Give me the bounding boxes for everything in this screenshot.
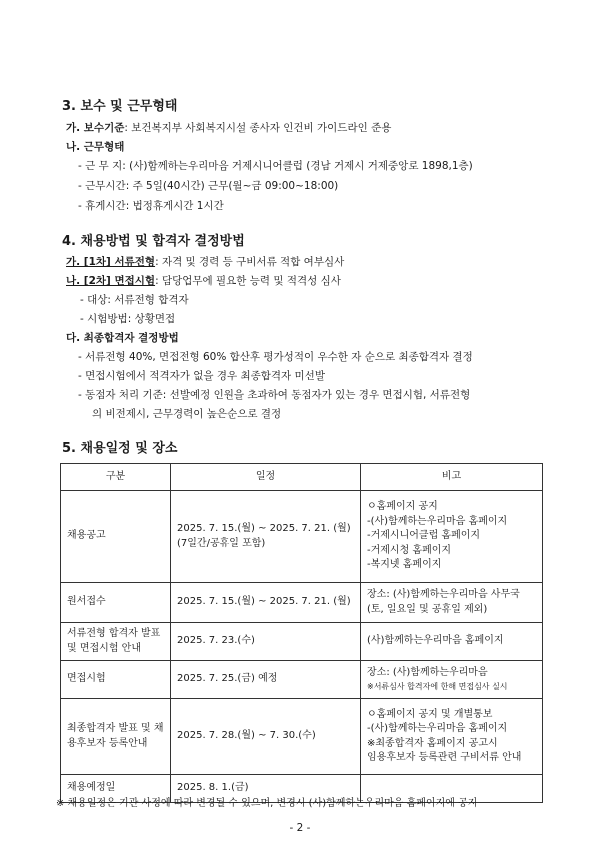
table-row — [61, 661, 543, 699]
row-schedule — [171, 661, 361, 699]
note-line: (토, 일요일 및 공휴일 제외) — [367, 603, 488, 615]
row-category: 채용공고 — [61, 491, 171, 583]
section3-item: - 근 무 지: (사)함께하는우리마음 거제시니어클럽 (경남 거제시 거제중앙로 1898,1층) — [78, 160, 473, 172]
section4-b-item: - 대상: 서류전형 합격자 — [80, 294, 189, 306]
table-header-row — [61, 464, 543, 491]
row-schedule — [171, 583, 361, 623]
schedule-line: 2025. 7. 15.(월) ~ 2025. 7. 21. (월) — [177, 523, 351, 534]
section4-b-label: 나. [2차] 면접시험 — [66, 275, 156, 287]
row-category: 채용예정일 — [61, 775, 171, 803]
note-line: -거제시니어클럽 홈페이지 — [367, 530, 481, 542]
section4-c-item: - 동점자 처리 기준: 선발예정 인원을 초과하여 동점자가 있는 경우 면접시험, 서류전형 — [78, 389, 471, 401]
note-line: -(사)함께하는우리마음 홈페이지 — [367, 723, 508, 734]
row-note — [361, 699, 543, 775]
note-line: ※최종합격자 홈페이지 공고시 — [367, 737, 498, 749]
note-line: -복지넷 홈페이지 — [367, 559, 442, 571]
page-number: - 2 - — [289, 822, 311, 834]
schedule-line: 2025. 7. 28.(월) ~ 7. 30.(수) — [177, 730, 316, 742]
section4-b-item: - 시험방법: 상황면접 — [80, 313, 176, 325]
schedule-table — [60, 463, 543, 803]
section3-a-label: 가. 보수기준 — [66, 122, 125, 134]
table-row — [61, 699, 543, 775]
table-row — [61, 623, 543, 661]
row-note — [361, 661, 543, 699]
row-note — [361, 583, 543, 623]
row-category: 면접시험 — [61, 661, 171, 699]
section3-title: 3. 보수 및 근무형태 — [62, 99, 178, 114]
section3-item: - 휴게시간: 법정휴게시간 1시간 — [78, 200, 224, 212]
section4-c-item: - 면접시험에서 적격자가 없을 경우 최종합격자 미선발 — [78, 370, 325, 382]
note-line: (사)함께하는우리마음 홈페이지 — [367, 635, 504, 647]
note-line: -(사)함께하는우리마음 홈페이지 — [367, 515, 508, 527]
row-category: 서류전형 합격자 발표 및 면접시험 안내 — [61, 623, 171, 661]
section4-a-text: : 자격 및 경력 등 구비서류 적합 여부심사 — [155, 256, 345, 268]
note-line: -거제시청 홈페이지 — [367, 544, 452, 556]
row-category: 최종합격자 발표 및 채용후보자 등록안내 — [61, 699, 171, 775]
row-schedule — [171, 491, 361, 583]
header-category: 구분 — [61, 464, 171, 491]
section3-b-label: 나. 근무형태 — [66, 141, 125, 153]
schedule-footnote: ※ 채용일정은 기관 사정에 따라 변경될 수 있으며, 변경시 (사)함께하는우리마음 홈페이지에 공지 — [56, 798, 478, 809]
table-row — [61, 491, 543, 583]
row-note — [361, 491, 543, 583]
schedule-line: 2025. 7. 15.(월) ~ 2025. 7. 21. (월) — [177, 596, 351, 608]
section4-b-text: : 담당업무에 필요한 능력 및 적격성 심사 — [155, 275, 341, 287]
section4-title: 4. 채용방법 및 합격자 결정방법 — [62, 234, 245, 249]
section4-c-item: - 서류전형 40%, 면접전형 60% 합산후 평가성적이 우수한 자 순으로 최종합격자 결정 — [78, 351, 473, 363]
table-row — [61, 583, 543, 623]
note-line: 장소: (사)함께하는우리마음 사무국 — [367, 589, 520, 600]
note-line: 장소: (사)함께하는우리마음 — [367, 667, 488, 679]
section3-a — [66, 120, 391, 135]
schedule-line: 2025. 7. 25.(금) 예정 — [177, 673, 278, 685]
header-note: 비고 — [361, 464, 543, 491]
section4-c-item-cont: 의 비전제시, 근무경력이 높은순으로 결정 — [92, 408, 282, 420]
row-schedule — [171, 623, 361, 661]
section3-item: - 근무시간: 주 5일(40시간) 근무(월~금 09:00~18:00) — [78, 180, 339, 192]
note-small-line: ※서류심사 합격자에 한해 면접심사 실시 — [367, 681, 508, 691]
row-schedule — [171, 699, 361, 775]
section4-c-label: 다. 최종합격자 결정방법 — [66, 332, 179, 344]
section4-b — [66, 273, 341, 288]
section4-a-label: 가. [1차] 서류전형 — [66, 256, 156, 268]
schedule-line: (7일간/공휴일 포함) — [177, 537, 266, 549]
note-line: ㅇ홈페이지 공지 — [367, 501, 438, 513]
note-line: ㅇ홈페이지 공지 및 개별통보 — [367, 708, 493, 720]
note-line: 임용후보자 등록관련 구비서류 안내 — [367, 752, 522, 763]
schedule-line: 2025. 7. 23.(수) — [177, 635, 255, 647]
row-note — [361, 623, 543, 661]
schedule-line: 2025. 8. 1.(금) — [177, 782, 249, 794]
section4-a — [66, 254, 344, 269]
row-category: 원서접수 — [61, 583, 171, 623]
section3-a-text: : 보건복지부 사회복지시설 종사자 인건비 가이드라인 준용 — [124, 122, 392, 134]
header-schedule: 일정 — [171, 464, 361, 491]
section5-title: 5. 채용일정 및 장소 — [62, 441, 178, 456]
